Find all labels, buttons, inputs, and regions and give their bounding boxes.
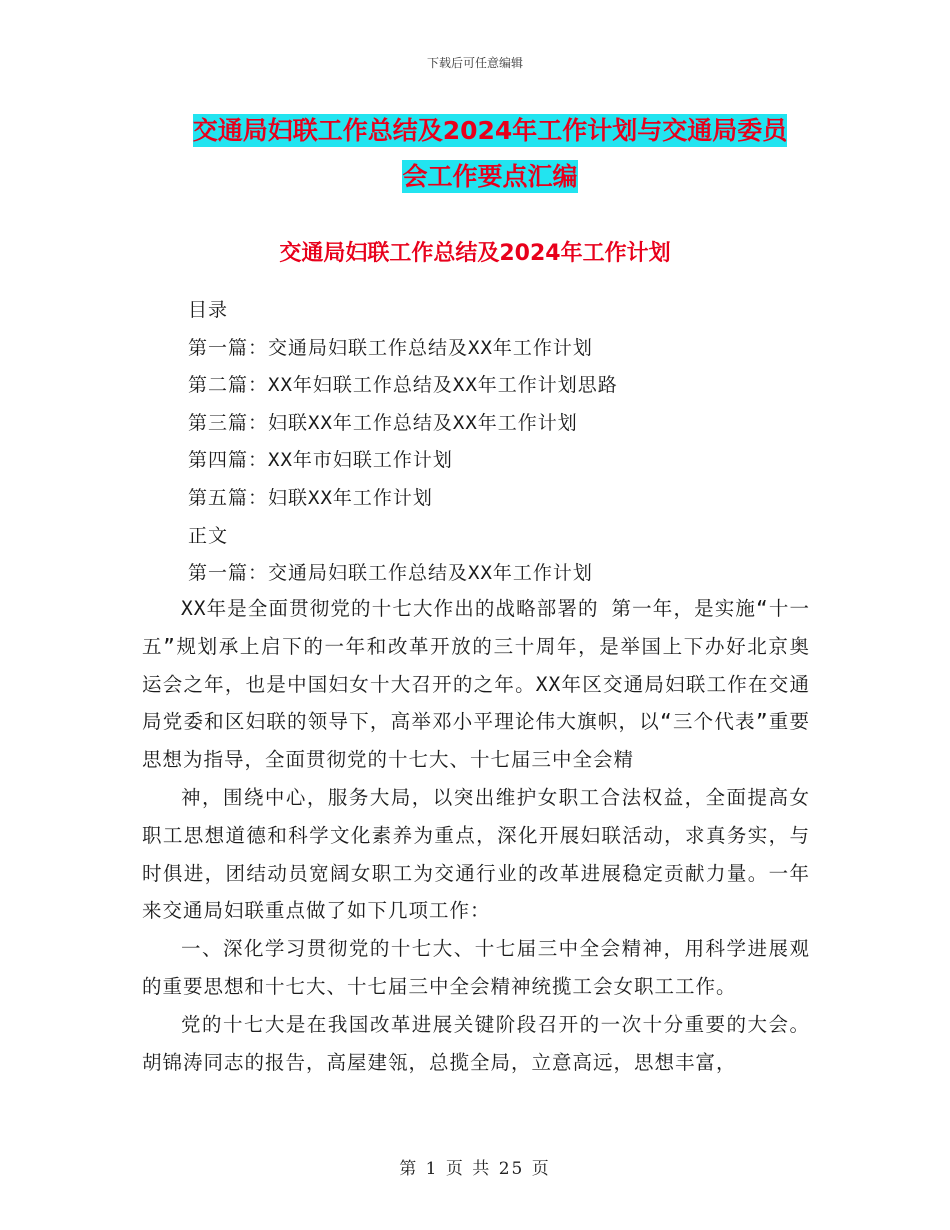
header-note: 下载后可任意编辑	[426, 56, 523, 70]
body-text	[142, 590, 810, 1081]
main-title	[140, 108, 840, 200]
paragraph: 一、深化学习贯彻党的十七大、十七届三中全会精神，用科学进展观的重要思想和十七大、十七届三中全会精神统揽工会女职工工作。	[142, 937, 810, 998]
toc-heading: 目录	[188, 299, 229, 321]
toc-item: 第三篇：妇联XX年工作总结及XX年工作计划	[188, 411, 578, 434]
paragraph: 神，围绕中心，服务大局，以突出维护女职工合法权益，全面提高女职工思想道德和科学文化素养为重点，深化开展妇联活动，求真务实，与时俱进，团结动员宽阔女职工为交通行业的改革进展稳定贡献力量。一年来交通局妇联重点做了如下几项工作：	[142, 785, 810, 923]
toc-item: 第一篇：交通局妇联工作总结及XX年工作计划	[188, 336, 593, 359]
body-label: 正文	[188, 524, 229, 547]
page-number: 第 1 页 共 25 页	[399, 1159, 551, 1179]
paragraph: XX年是全面贯彻党的十七大作出的战略部署的 第一年，是实施“十一五”规划承上启下的一年和改革开放的三十周年，是举国上下办好北京奥运会之年，也是中国妇女十大召开的之年。XX年区交通局妇联工作在交通局党委和区妇联的领导下，高举邓小平理论伟大旗帜，以“三个代表”重要思想为指导，全面贯彻党的十七大、十七届三中全会精	[142, 597, 810, 772]
table-of-contents	[188, 292, 618, 593]
main-title-line-1: 交通局妇联工作总结及2024年工作计划与交通局委员	[192, 116, 788, 145]
section-title: 交通局妇联工作总结及2024年工作计划	[279, 241, 671, 266]
chapter-heading: 第一篇：交通局妇联工作总结及XX年工作计划	[188, 562, 593, 585]
paragraph: 党的十七大是在我国改革进展关键阶段召开的一次十分重要的大会。胡锦涛同志的报告，高屋建瓴，总揽全局，立意高远，思想丰富，	[142, 1012, 810, 1074]
toc-item: 第二篇：XX年妇联工作总结及XX年工作计划思路	[188, 374, 618, 397]
toc-item: 第五篇：妇联XX年工作计划	[188, 486, 433, 509]
main-title-line-2: 会工作要点汇编	[402, 162, 578, 191]
toc-item: 第四篇：XX年市妇联工作计划	[188, 449, 453, 472]
